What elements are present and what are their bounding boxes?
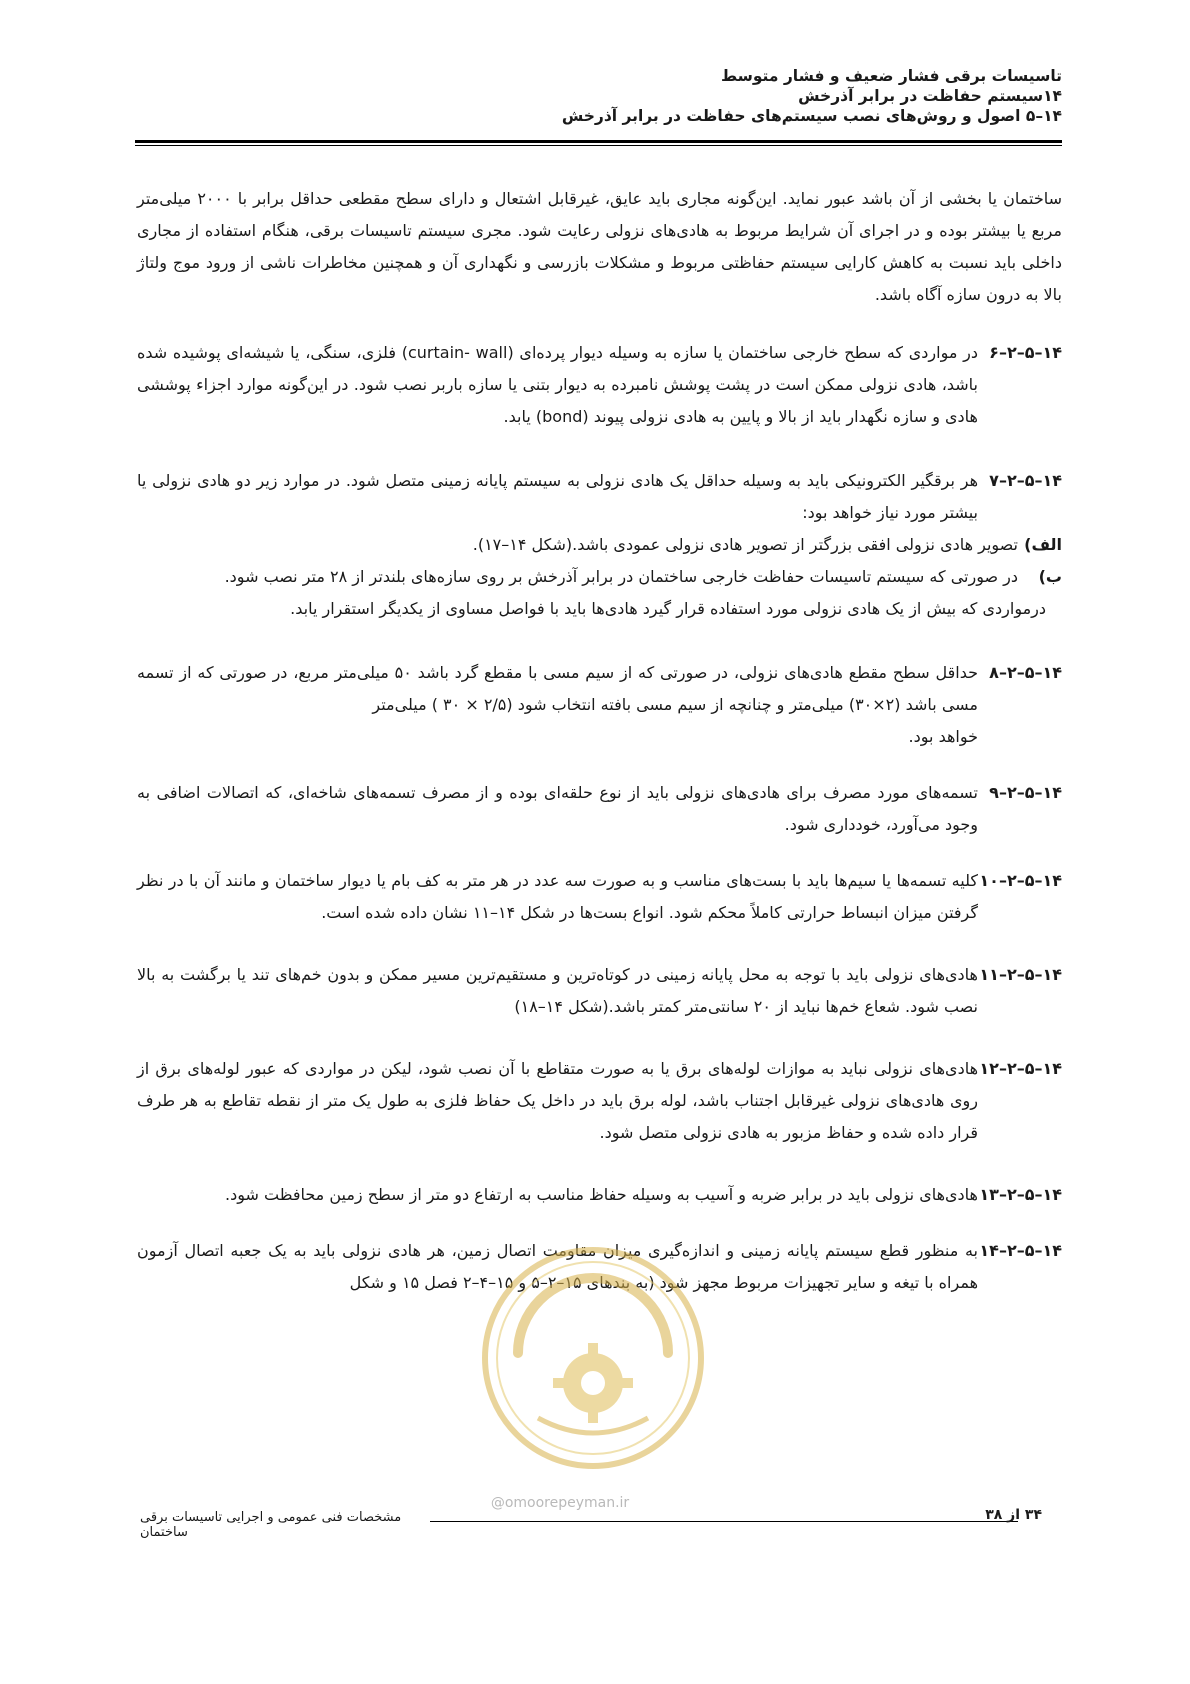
footer-title: مشخصات فنی عمومی و اجرایی تاسیسات برقی ساختمان: [140, 1510, 402, 1540]
clause-note: درمواردی که بیش از یک هادی نزولی مورد استفاده قرار گیرد هادی‌ها باید با فواصل مساوی از یکدیگر استقرار یابد.: [290, 599, 1046, 618]
clause-number: ۱۴–۵–۲–۱۱: [979, 965, 1062, 984]
item-text: در صورتی که سیستم تاسیسات حفاظت خارجی ساختمان در برابر آذرخش بر روی سازه‌های بلندتر از ۲۸ متر نصب شود.: [224, 567, 1018, 586]
item-label: ب): [1038, 567, 1062, 586]
header-line-2: ۱۴سیستم حفاظت در برابر آذرخش: [798, 87, 1062, 105]
clause-number: ۱۴–۵–۲–۹: [989, 783, 1062, 802]
clause-item-a: [137, 529, 1062, 561]
clause-8: [137, 657, 1062, 753]
clause-12: [137, 1053, 1062, 1149]
clause-number: ۱۴–۵–۲–۸: [989, 663, 1062, 682]
clause-text: تسمه‌های مورد مصرف برای هادی‌های نزولی باید از نوع حلقه‌ای بوده و از مصرف تسمه‌های شاخه‌ای، که اتصالات اضافی به وجود می‌آورد، خودداری شود.: [137, 783, 978, 834]
header-rule-thin: [135, 145, 1062, 146]
clause-number: ۱۴–۵–۲–۱۲: [979, 1059, 1062, 1078]
page-number: ۳۴ از ۳۸: [985, 1507, 1042, 1523]
watermark-logo-icon: [478, 1243, 708, 1473]
clause-text: هادی‌های نزولی باید با توجه به محل پایانه زمینی در کوتاه‌ترین و مستقیم‌ترین مسیر ممکن و بدون خم‌های تند یا برگشت به بالا نصب شود. شعاع خم‌ها نباید از ۲۰ سانتی‌متر کمتر باشد.(شکل ۱۴–۱۸): [137, 965, 978, 1016]
clause-item-b: [137, 561, 1062, 593]
header-line-1: تاسیسات برقی فشار ضعیف و فشار متوسط: [720, 67, 1062, 85]
header-rule-thick: [135, 140, 1062, 143]
clause-tail: خواهد بود.: [908, 727, 978, 746]
clause-13: [137, 1179, 1062, 1211]
clause-text: هر برقگیر الکترونیکی باید به وسیله حداقل یک هادی نزولی به سیستم پایانه زمینی متصل شود. در موارد زیر دو هادی نزولی یا بیشتر مورد نیاز خواهد بود:: [137, 471, 978, 522]
clause-text: حداقل سطح مقطع هادی‌های نزولی، در صورتی که از سیم مسی با مقطع گرد باشد ۵۰ میلی‌متر مربع، در صورتی که از تسمه مسی باشد (۲×۳۰) میلی‌متر و چنانچه از سیم مسی بافته انتخاب شود (۲/۵ × ۳۰ ) میلی‌متر: [137, 663, 978, 714]
clause-text: هادی‌های نزولی باید در برابر ضربه و آسیب به وسیله حفاظ مناسب به ارتفاع دو متر از سطح زمین محافظت شود.: [225, 1185, 978, 1204]
clause-number: ۱۴–۵–۲–۶: [989, 343, 1062, 362]
clause-text: در مواردی که سطح خارجی ساختمان یا سازه به وسیله دیوار پرده‌ای (curtain- wall) فلزی، سنگی، یا شیشه‌ای پوشیده شده باشد، هادی نزولی ممکن است در پشت پوشش نامبرده به دیوار بتنی یا سازه باربر نصب شود. در این‌گونه موارد اجزاء پوششی هادی و سازه نگهدار باید از بالا و پایین به هادی نزولی پیوند (bond) یابد.: [137, 343, 978, 426]
clause-9: [137, 777, 1062, 841]
clause-6: [137, 337, 1062, 433]
watermark-url: @omoorepeyman.ir: [490, 1495, 630, 1511]
clause-text: کلیه تسمه‌ها یا سیم‌ها باید با بست‌های مناسب و به صورت سه عدد در هر متر به کف بام یا دیوار ساختمان و مانند آن با در نظر گرفتن میزان انبساط حرارتی کاملاً محکم شود. انواع بست‌ها در شکل ۱۴–۱۱ نشان داده شده است.: [137, 871, 978, 922]
clause-number: ۱۴–۵–۲–۱۳: [979, 1185, 1062, 1204]
item-label: الف): [1024, 535, 1062, 554]
clause-number: ۱۴–۵–۲–۷: [989, 471, 1062, 490]
clause-number: ۱۴–۵–۲–۱۴: [979, 1241, 1062, 1260]
clause-text: هادی‌های نزولی نباید به موازات لوله‌های برق یا به صورت متقاطع با آن نصب شود، لیکن در مواردی که عبور لوله‌های برق از روی هادی‌های نزولی غیرقابل اجتناب باشد، لوله برق باید در داخل یک حفاظ فلزی به طول یک متر از نقطه تقاطع به هر طرف قرار داده شده و حفاظ مزبور به هادی نزولی متصل شود.: [137, 1059, 978, 1142]
clause-10: [137, 865, 1062, 929]
header-line-3: ۱۴–۵ اصول و روش‌های نصب سیستم‌های حفاظت در برابر آذرخش: [561, 107, 1062, 125]
clause-11: [137, 959, 1062, 1023]
clause-text: به منظور قطع سیستم پایانه زمینی و اندازه‌گیری میزان مقاومت اتصال زمین، هر هادی نزولی باید به یک جعبه اتصال آزمون همراه با تیغه و سایر تجهیزات مربوط مجهز شود (به بندهای ۱۵–۲–۵ و ۱۵–۴–۲ فصل ۱۵ و شکل: [137, 1241, 978, 1292]
footer-rule: [430, 1521, 1018, 1522]
clause-number: ۱۴–۵–۲–۱۰: [979, 871, 1062, 890]
clause-7: [137, 465, 1062, 625]
page-header: [122, 66, 1062, 126]
body-content: [137, 183, 1062, 1323]
intro-paragraph: ساختمان یا بخشی از آن باشد عبور نماید. این‌گونه مجاری باید عایق، غیرقابل اشتعال و دارای سطح مقطعی حداقل برابر با ۲۰۰۰ میلی‌متر مربع یا بیشتر بوده و در اجرای آن شرایط مربوط به هادی‌های نزولی رعایت شود. مجری سیستم تاسیسات برقی، هنگام استفاده از مجاری داخلی باید نسبت به کاهش کارایی سیستم حفاظتی مربوط و مشکلات بازرسی و نگهداری آن و همچنین مخاطرات ناشی از ورود موج ولتاژ بالا به درون سازه آگاه باشد.: [137, 189, 1063, 304]
item-text: تصویر هادی نزولی افقی بزرگتر از تصویر هادی نزولی عمودی باشد.(شکل ۱۴–۱۷).: [472, 535, 1018, 554]
